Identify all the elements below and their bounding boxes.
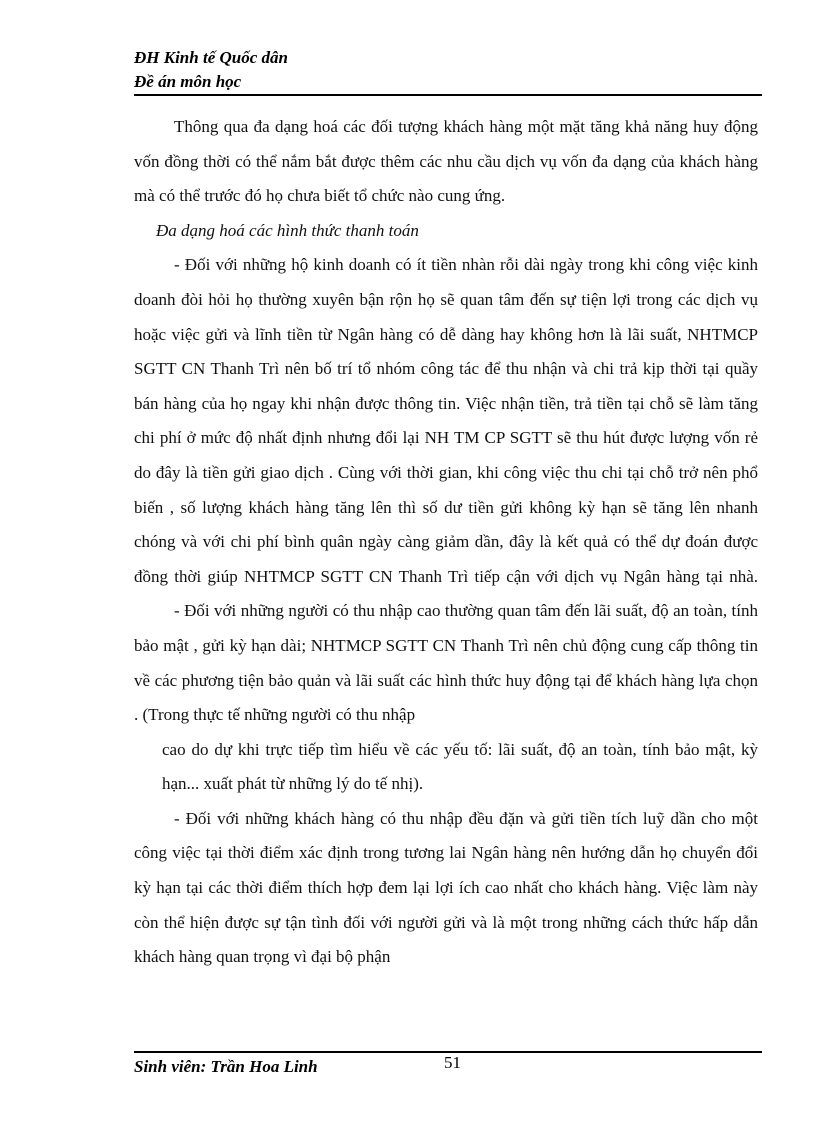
- paragraph-business-households: - Đối với những hộ kinh doanh có ít tiền nhàn rỗi dài ngày trong khi công việc kinh doanh đòi hỏi họ thường xuyên bận rộn họ sẽ quan tâm đến sự tiện lợi trong các dịch vụ hoặc việc gửi và lĩnh tiền từ Ngân hàng có dễ dàng hay không hơn là lãi suất, NHTMCP SGTT CN Thanh Trì nên bố trí tổ nhóm công tác để thu nhận và chi trả kịp thời tại quầy bán hàng của họ ngay khi nhận được thông tin. Việc nhận tiền, trả tiền tại chỗ sẽ làm tăng chi phí ở mức độ nhất định nhưng đổi lại NH TM CP SGTT sẽ thu hút được lượng vốn rẻ do đây là tiền gửi giao dịch . Cùng với thời gian, khi công việc thu chi tại chỗ trở nên phổ biến , số lượng khách hàng tăng lên thì số dư tiền gửi không kỳ hạn sẽ tăng lên nhanh chóng và với chi phí bình quân ngày càng giảm dần, đây là kết quả có thể dự đoán được đồng thời giúp NHTMCP SGTT CN Thanh Trì tiếp cận với dịch vụ Ngân hàng tại nhà.: [134, 255, 758, 586]
- footer-student-name: Sinh viên: Trần Hoa Linh: [134, 1057, 318, 1076]
- page-body: [134, 110, 758, 975]
- header-divider: [134, 94, 762, 96]
- page-number: 51: [444, 1053, 461, 1072]
- paragraph-high-income: - Đối với những người có thu nhập cao thường quan tâm đến lãi suất, độ an toàn, tính bảo mật , gửi kỳ hạn dài; NHTMCP SGTT CN Thanh Trì nên chủ động cung cấp thông tin về các phương tiện bảo quản và lãi suất các hình thức huy động tại để khách hàng lựa chọn . (Trong thực tế những người có thu nhập: [134, 601, 758, 725]
- page-footer: [134, 1055, 762, 1079]
- paragraph-intro: Thông qua đa dạng hoá các đối tượng khách hàng một mặt tăng khả năng huy động vốn đồng thời có thể nắm bắt được thêm các nhu cầu dịch vụ vốn đa dạng của khách hàng mà có thể trước đó họ chưa biết tổ chức nào cung ứng.: [134, 117, 758, 206]
- paragraph-high-income-continued: cao do dự khi trực tiếp tìm hiểu về các yếu tố: lãi suất, độ an toàn, tính bảo mật, kỳ hạn... xuất phát từ những lý do tế nhị).: [162, 739, 758, 794]
- section-subheading: Đa dạng hoá các hình thức thanh toán: [156, 220, 419, 240]
- page-header: [134, 46, 762, 94]
- header-document-type: Đề án môn học: [134, 72, 242, 91]
- paragraph-regular-income: - Đối với những khách hàng có thu nhập đều đặn và gửi tiền tích luỹ dần cho một công việc tại thời điểm xác định trong tương lai Ngân hàng nên hướng dẫn họ chuyển đổi kỳ hạn tại các thời điểm thích hợp đem lại lợi ích cao nhất cho khách hàng. Việc làm này còn thể hiện được sự tận tình đối với người gửi và là một trong những cách thức hấp dẫn khách hàng quan trọng vì đại bộ phận: [134, 808, 758, 967]
- header-university: ĐH Kinh tế Quốc dân: [134, 48, 288, 67]
